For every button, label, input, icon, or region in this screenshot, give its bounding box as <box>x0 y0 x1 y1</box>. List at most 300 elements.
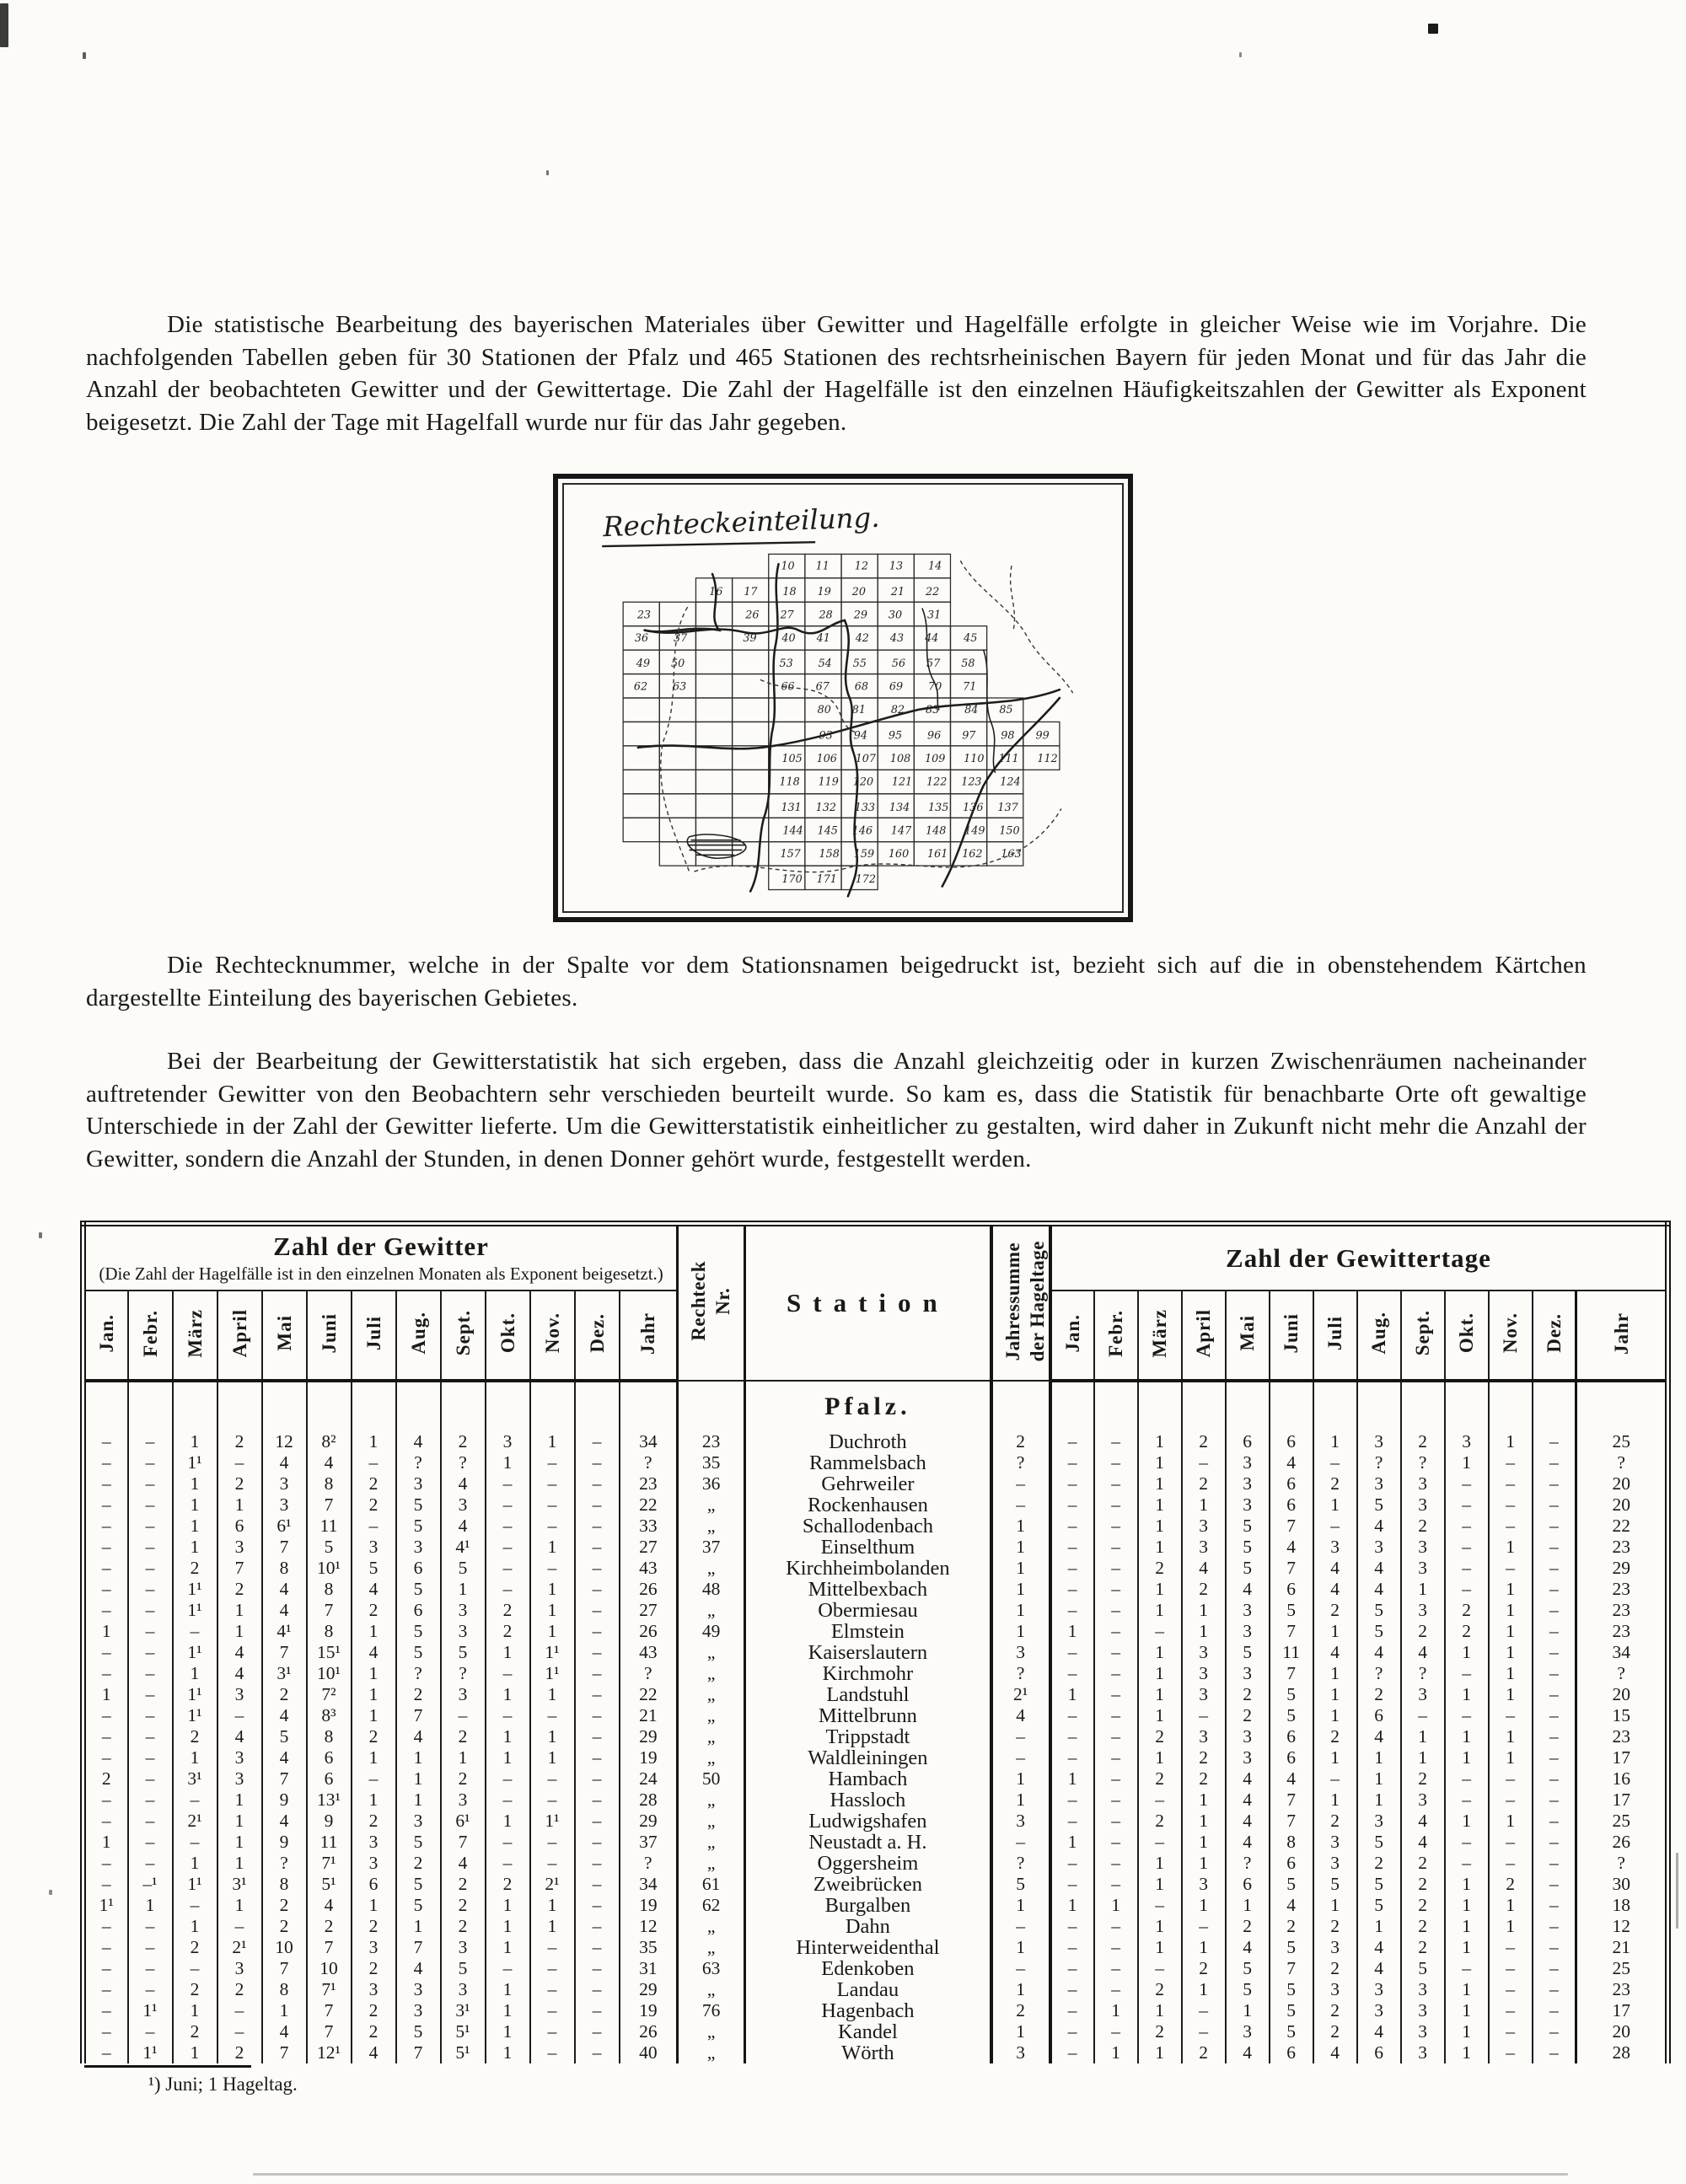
gewitter-cell: 4 <box>262 1452 307 1473</box>
gewitter-cell: 3 <box>352 1537 396 1558</box>
jahr-cell: 26 <box>620 2021 678 2042</box>
gewitter-cell: – <box>128 1537 173 1558</box>
gewittertage-cell: 2 <box>1182 1747 1226 1768</box>
map-cell-number: 110 <box>964 752 985 765</box>
gewitter-cell: 1 <box>173 1537 217 1558</box>
gewittertage-cell: 5 <box>1357 1494 1401 1516</box>
gewittertage-cell: – <box>1094 1811 1138 1832</box>
gewittertage-cell: 2 <box>1226 1705 1270 1726</box>
tage-jahr-cell: ? <box>1576 1452 1668 1473</box>
hagelsumme-cell: 5 <box>991 1874 1050 1895</box>
gewitter-cell: 2 <box>262 1684 307 1705</box>
gewittertage-cell: 1 <box>1313 1663 1357 1684</box>
gewittertage-cell: – <box>1533 1537 1576 1558</box>
gewitter-cell: – <box>128 1979 173 2000</box>
gewitter-cell: 2 <box>396 1853 441 1874</box>
gewitter-cell: 5 <box>262 1726 307 1747</box>
gewitter-cell: 4¹ <box>262 1621 307 1642</box>
gewittertage-cell: – <box>1489 1473 1533 1494</box>
gewittertage-cell: – <box>1533 1726 1576 1747</box>
gewitter-cell: 3 <box>396 1811 441 1832</box>
gewittertage-cell: – <box>1182 1916 1226 1937</box>
tage-jahr-cell: 23 <box>1576 1726 1668 1747</box>
station-header: Station <box>745 1224 991 1382</box>
hagelsumme-cell: 1 <box>991 1558 1050 1579</box>
gewittertage-cell: 6 <box>1270 1747 1313 1768</box>
gewittertage-cell: 3 <box>1226 1494 1270 1516</box>
gewitter-cell: 7² <box>307 1684 352 1705</box>
scan-speck <box>1428 24 1438 34</box>
gewitter-cell: 6 <box>217 1516 262 1537</box>
gewittertage-cell: – <box>1094 1853 1138 1874</box>
gewitter-cell: 5 <box>441 1958 486 1979</box>
gewitter-cell: 1 <box>486 1979 530 2000</box>
gewittertage-cell: 5 <box>1226 1537 1270 1558</box>
gewittertage-cell: 1 <box>1094 2042 1138 2063</box>
gewittertage-cell: 4 <box>1226 1790 1270 1811</box>
gewitter-cell: 3 <box>396 2000 441 2021</box>
gewitter-cell: 1 <box>486 2042 530 2063</box>
gewitter-cell: 2 <box>441 1895 486 1916</box>
gewittertage-cell: – <box>1533 1937 1576 1958</box>
gewitter-cell: 1 <box>173 2042 217 2063</box>
gewittertage-cell: 3 <box>1226 1452 1270 1473</box>
gewitter-cell: 7 <box>396 1937 441 1958</box>
station-name: Rockenhausen <box>745 1494 991 1516</box>
rechteck-cell: 35 <box>678 1452 745 1473</box>
month-header: Febr. <box>1094 1291 1138 1381</box>
gewittertage-cell: – <box>1182 2021 1226 2042</box>
gewittertage-cell: – <box>1138 1958 1182 1979</box>
gewitter-cell: – <box>575 1516 620 1537</box>
gewitter-cell: 1¹ <box>83 1895 128 1916</box>
gewittertage-cell: – <box>1533 1558 1576 1579</box>
gewitter-cell: 2 <box>307 1916 352 1937</box>
gewitter-cell: 7¹ <box>307 1979 352 2000</box>
gewittertage-cell: – <box>1533 1790 1576 1811</box>
gewitter-cell: 1 <box>530 1621 575 1642</box>
gewitter-cell: – <box>530 1516 575 1537</box>
gewitter-cell: – <box>575 1916 620 1937</box>
gewitter-cell: – <box>173 1621 217 1642</box>
map-rivers <box>638 564 1060 896</box>
gewittertage-cell: – <box>1050 2042 1094 2063</box>
gewitter-cell: 7¹ <box>307 1853 352 1874</box>
gewittertage-cell: 2 <box>1313 1916 1357 1937</box>
gewittertage-cell: 5 <box>1357 1895 1401 1916</box>
gewitter-cell: 5 <box>396 1874 441 1895</box>
gewittertage-cell: 1 <box>1489 1537 1533 1558</box>
tage-jahr-cell: 12 <box>1576 1916 1668 1937</box>
gewitter-cell: – <box>83 1642 128 1663</box>
gewitter-cell: 2 <box>486 1874 530 1895</box>
gewittertage-cell: 3 <box>1357 1811 1401 1832</box>
map-cell-number: 57 <box>926 657 941 671</box>
gewitter-cell: – <box>575 1705 620 1726</box>
gewittertage-cell: 1 <box>1182 1790 1226 1811</box>
gewitter-cell: 6 <box>307 1747 352 1768</box>
gewitter-cell: 6 <box>396 1600 441 1621</box>
gewitter-cell: 10 <box>262 1937 307 1958</box>
gewittertage-cell: 2 <box>1182 2042 1226 2063</box>
gewittertage-cell: 1 <box>1313 1705 1357 1726</box>
rechteck-cell: „ <box>678 1979 745 2000</box>
table-row <box>83 2042 1668 2063</box>
rechteck-cell: „ <box>678 1747 745 1768</box>
gewitter-cell: – <box>575 1600 620 1621</box>
gewitter-cell: – <box>575 1747 620 1768</box>
rechteck-cell: 48 <box>678 1579 745 1600</box>
gewittertage-cell: 1 <box>1182 1832 1226 1853</box>
jahr-cell <box>620 1381 678 1431</box>
gewitter-cell: – <box>486 1579 530 1600</box>
gewittertage-cell: 2 <box>1401 1853 1445 1874</box>
map-cell-number: 40 <box>781 631 796 645</box>
gewitter-cell: – <box>575 1431 620 1452</box>
map-cell-number: 30 <box>888 609 903 622</box>
gewittertage-cell: 5 <box>1226 1516 1270 1537</box>
gewitter-cell: – <box>575 1473 620 1494</box>
gewitter-cell: 1¹ <box>173 1684 217 1705</box>
gewittertage-cell: 6 <box>1270 2042 1313 2063</box>
gewitter-cell: 1 <box>486 1916 530 1937</box>
gewittertage-cell: 4 <box>1270 1895 1313 1916</box>
gewittertage-cell: – <box>1533 1494 1576 1516</box>
map-cell-number: 108 <box>889 752 911 765</box>
gewitter-cell: – <box>575 1726 620 1747</box>
jahr-cell: 31 <box>620 1958 678 1979</box>
jahr-cell: 29 <box>620 1811 678 1832</box>
gewitter-cell: – <box>173 1958 217 1979</box>
gewittertage-cell: 2 <box>1401 1874 1445 1895</box>
gewitter-cell: – <box>83 1726 128 1747</box>
gewittertage-cell: 7 <box>1270 1516 1313 1537</box>
station-name: Burgalben <box>745 1895 991 1916</box>
gewittertage-cell: 4 <box>1226 1768 1270 1790</box>
map-grid-cell <box>659 698 695 722</box>
map-cell-number: 71 <box>963 680 977 694</box>
gewitter-cell: – <box>441 1705 486 1726</box>
gewitter-cell: – <box>530 1452 575 1473</box>
gewittertage-cell: – <box>1138 1832 1182 1853</box>
tage-jahr-cell: 20 <box>1576 1494 1668 1516</box>
gewitter-cell: 4 <box>352 1579 396 1600</box>
hagelsumme-cell: 4 <box>991 1705 1050 1726</box>
scan-speck <box>49 1890 52 1895</box>
station-name: Kaiserslautern <box>745 1642 991 1663</box>
gewitter-cell: 6¹ <box>441 1811 486 1832</box>
gewittertage-cell: 1 <box>1226 2000 1270 2021</box>
gewittertage-cell: 5 <box>1226 1558 1270 1579</box>
map-grid-cell <box>733 722 769 745</box>
gewittertage-cell <box>1226 1381 1270 1431</box>
gewittertage-cell: 5 <box>1357 1600 1401 1621</box>
gewitter-cell: 2 <box>441 1916 486 1937</box>
gewittertage-cell: – <box>1050 1874 1094 1895</box>
gewitter-cell: 7 <box>217 1558 262 1579</box>
tage-jahr-cell: 30 <box>1576 1874 1668 1895</box>
gewittertage-cell: – <box>1050 1537 1094 1558</box>
gewitter-cell: 1 <box>173 1663 217 1684</box>
gewittertage-cell: 5 <box>1401 1958 1445 1979</box>
table-row <box>83 1642 1668 1663</box>
gewitter-cell: ? <box>441 1663 486 1684</box>
map-grid-cell <box>695 674 732 698</box>
gewittertage-cell: 4 <box>1182 1558 1226 1579</box>
gewittertage-cell: – <box>1445 1958 1489 1979</box>
hagelsumme-cell: 1 <box>991 1937 1050 1958</box>
gewitter-cell: – <box>128 1621 173 1642</box>
tage-jahr-cell: 23 <box>1576 1621 1668 1642</box>
gewitter-cell: 1 <box>486 1811 530 1832</box>
map-grid-cell <box>623 746 659 770</box>
gewittertage-cell: 1 <box>1138 1937 1182 1958</box>
rechteck-cell: „ <box>678 1600 745 1621</box>
tage-jahr-cell: ? <box>1576 1663 1668 1684</box>
gewittertage-cell: – <box>1533 1431 1576 1452</box>
gewitter-cell: 2 <box>83 1768 128 1790</box>
gewittertage-cell: 6 <box>1270 1473 1313 1494</box>
gewittertage-cell: 7 <box>1270 1621 1313 1642</box>
map-cell-number: 66 <box>781 680 795 694</box>
gewitter-cell: 1 <box>352 1790 396 1811</box>
table-row <box>83 1431 1668 1452</box>
rechteck-cell: „ <box>678 1494 745 1516</box>
map-grid-cell <box>659 746 695 770</box>
gewittertage-cell: – <box>1445 1494 1489 1516</box>
gewittertage-cell: 1 <box>1138 1642 1182 1663</box>
gewittertage-cell: – <box>1489 2000 1533 2021</box>
gewittertage-cell: 2 <box>1182 1958 1226 1979</box>
gewittertage-cell: 4 <box>1313 1558 1357 1579</box>
gewitter-cell: 12¹ <box>307 2042 352 2063</box>
hagelsumme-cell: 3 <box>991 1642 1050 1663</box>
gewittertage-cell: – <box>1533 1684 1576 1705</box>
gewittertage-cell: 2 <box>1138 2021 1182 2042</box>
gewitter-cell: 15¹ <box>307 1642 352 1663</box>
gewitter-cell: – <box>83 1811 128 1832</box>
gewittertage-cell <box>1094 1381 1138 1431</box>
gewitter-cell: – <box>217 2021 262 2042</box>
gewittertage-cell: – <box>1533 1452 1576 1473</box>
gewitter-cell: 1¹ <box>173 1600 217 1621</box>
table-row <box>83 1558 1668 1579</box>
station-name: Kirchmohr <box>745 1663 991 1684</box>
gewittertage-cell: – <box>1050 1558 1094 1579</box>
gewittertage-cell: 1 <box>1182 1811 1226 1832</box>
gewittertage-cell: – <box>1445 1705 1489 1726</box>
gewitter-cell: – <box>486 1768 530 1790</box>
gewitter-cell: 4 <box>352 2042 396 2063</box>
gewittertage-cell: 6 <box>1270 1494 1313 1516</box>
gewitter-cell: 1 <box>530 1579 575 1600</box>
gewitter-cell: 1 <box>396 1768 441 1790</box>
gewittertage-cell: – <box>1533 1768 1576 1790</box>
rechteck-cell: „ <box>678 1832 745 1853</box>
gewitter-cell: 1 <box>352 1747 396 1768</box>
gewitter-cell: – <box>575 1853 620 1874</box>
gewittertage-cell: 3 <box>1313 1937 1357 1958</box>
gewitter-cell: – <box>83 2021 128 2042</box>
gewittertage-cell: 1 <box>1138 1705 1182 1726</box>
gewittertage-cell: 3 <box>1401 1684 1445 1705</box>
gewittertage-cell: – <box>1050 1726 1094 1747</box>
jahr-cell: 21 <box>620 1705 678 1726</box>
gewittertage-cell: 2 <box>1445 1621 1489 1642</box>
gewitter-cell: 7 <box>307 2000 352 2021</box>
gewittertage-cell: 3 <box>1226 1663 1270 1684</box>
station-name: Dahn <box>745 1916 991 1937</box>
gewittertage-cell: 1 <box>1489 1726 1533 1747</box>
gewitter-cell: 1 <box>396 1916 441 1937</box>
map-cell-number: 118 <box>779 775 800 789</box>
gewittertage-cell: 1 <box>1445 1684 1489 1705</box>
gewittertage-cell: 1 <box>1050 1768 1094 1790</box>
gewittertage-cell: – <box>1533 1747 1576 1768</box>
table-row <box>83 1832 1668 1853</box>
gewitter-cell: – <box>83 1452 128 1473</box>
map-cell-number: 62 <box>633 680 648 694</box>
gewitter-cell: – <box>530 1853 575 1874</box>
gewitter-cell: 1 <box>530 1600 575 1621</box>
gewitter-cell: – <box>128 1768 173 1790</box>
month-header: Juli <box>352 1291 396 1381</box>
gewitter-cell: ? <box>262 1853 307 1874</box>
scan-speck <box>1239 52 1242 57</box>
tage-jahr-cell: ? <box>1576 1853 1668 1874</box>
gewittertage-cell: – <box>1050 1853 1094 1874</box>
gewittertage-cell: 3 <box>1401 1979 1445 2000</box>
gewitter-cell: 3 <box>441 1621 486 1642</box>
gewittertage-cell: 6 <box>1226 1874 1270 1895</box>
map-cell-number: 49 <box>636 657 651 671</box>
gewittertage-cell: 1 <box>1489 1895 1533 1916</box>
gewittertage-cell: – <box>1050 1958 1094 1979</box>
gewitter-cell: 2 <box>262 1916 307 1937</box>
gewitter-cell: – <box>128 1937 173 1958</box>
gewittertage-cell: 3 <box>1401 1600 1445 1621</box>
gewitter-cell: – <box>575 1811 620 1832</box>
map-grid-cell <box>733 770 769 793</box>
gewittertage-cell: 4 <box>1313 1579 1357 1600</box>
gewittertage-cell: 2 <box>1313 1726 1357 1747</box>
gewittertage-cell: – <box>1489 1958 1533 1979</box>
gewittertage-cell: 3 <box>1357 1431 1401 1452</box>
station-name: Zweibrücken <box>745 1874 991 1895</box>
gewitter-cell: 1 <box>530 1431 575 1452</box>
gewitter-cell: 6 <box>307 1768 352 1790</box>
gewitter-cell: – <box>575 2021 620 2042</box>
gewitter-cell: – <box>83 1874 128 1895</box>
gewittertage-cell: – <box>1445 1768 1489 1790</box>
gewitter-cell: – <box>530 1958 575 1979</box>
gewitter-cell: 12 <box>262 1431 307 1452</box>
map-cell-number: 50 <box>671 657 685 671</box>
gewitter-cell: 5 <box>396 1621 441 1642</box>
gewittertage-cell: 5 <box>1270 2021 1313 2042</box>
map-cell-number: 160 <box>888 847 910 861</box>
map-grid-cell <box>733 698 769 722</box>
gewitter-cell: – <box>530 1979 575 2000</box>
gewitter-cell: 2 <box>352 2000 396 2021</box>
gewittertage-cell: 5 <box>1270 2000 1313 2021</box>
gewittertage-cell: 2 <box>1313 2000 1357 2021</box>
gewittertage-cell: 2 <box>1182 1768 1226 1790</box>
gewitter-cell: 8 <box>262 1874 307 1895</box>
hagelsumme-cell: – <box>991 1832 1050 1853</box>
map-cell-number: 80 <box>817 704 831 717</box>
gewittertage-cell: 4 <box>1357 2021 1401 2042</box>
gewitter-cell: 3 <box>396 1473 441 1494</box>
gewittertage-cell: 6 <box>1226 1431 1270 1452</box>
jahr-cell: 43 <box>620 1642 678 1663</box>
gewitter-cell: 4 <box>396 1431 441 1452</box>
gewittertage-cell: – <box>1094 1768 1138 1790</box>
gewitter-cell: 1 <box>217 1600 262 1621</box>
gewitter-cell: – <box>83 1579 128 1600</box>
gewittertage-cell: 2 <box>1226 1684 1270 1705</box>
hagelsumme-cell: 1 <box>991 1790 1050 1811</box>
gewitter-cell: – <box>486 1832 530 1853</box>
table-row <box>83 1747 1668 1768</box>
gewittertage-cell: – <box>1533 1600 1576 1621</box>
month-header: Jahr <box>1576 1291 1668 1381</box>
map-cell-number: 131 <box>781 801 802 814</box>
gewitter-cell: – <box>128 1916 173 1937</box>
gewitter-cell: 1 <box>352 1684 396 1705</box>
gewittertage-cell: – <box>1094 1874 1138 1895</box>
gewittertage-cell: 1 <box>1489 1642 1533 1663</box>
gewitter-cell: 6 <box>352 1874 396 1895</box>
month-header: April <box>1182 1291 1226 1381</box>
rechteck-map-svg <box>564 485 1122 911</box>
map-grid-cell <box>623 794 659 818</box>
map-cell-number: 109 <box>925 752 946 765</box>
gewitter-cell: 11 <box>307 1516 352 1537</box>
gewitter-cell: 4 <box>262 1600 307 1621</box>
gewitter-cell: 1¹ <box>173 1452 217 1473</box>
month-header: Dez. <box>575 1291 620 1381</box>
rechteck-cell: 49 <box>678 1621 745 1642</box>
gewitter-cell <box>217 1381 262 1431</box>
tage-jahr-cell: 17 <box>1576 1747 1668 1768</box>
gewitter-cell: – <box>83 1473 128 1494</box>
table-row <box>83 2021 1668 2042</box>
gewittertage-cell: 2 <box>1138 1768 1182 1790</box>
map-cell-number: 123 <box>961 775 982 789</box>
map-cell-number: 133 <box>854 801 876 814</box>
gewittertage-cell: 1 <box>1313 1790 1357 1811</box>
month-header: Dez. <box>1533 1291 1576 1381</box>
station-name: Gehrweiler <box>745 1473 991 1494</box>
gewittertage-cell: 5 <box>1357 1874 1401 1895</box>
gewitter-cell: 1 <box>530 1916 575 1937</box>
station-name: Wörth <box>745 2042 991 2063</box>
map-cell-number: 39 <box>743 631 757 645</box>
station-name: Trippstadt <box>745 1726 991 1747</box>
gewittertage-cell: 1 <box>1182 1853 1226 1874</box>
gewittertage-cell: 3 <box>1357 1979 1401 2000</box>
gewitter-cell: 3 <box>441 1684 486 1705</box>
gewitter-cell: – <box>575 1579 620 1600</box>
gewittertage-cell: 3 <box>1226 1621 1270 1642</box>
rechteck-cell: 50 <box>678 1768 745 1790</box>
gewittertage-cell: – <box>1094 2021 1138 2042</box>
gewittertage-cell: – <box>1050 1431 1094 1452</box>
gewittertage-cell: – <box>1138 1790 1182 1811</box>
right-group-header <box>1050 1224 1668 1291</box>
gewittertage-cell: 1 <box>1138 1684 1182 1705</box>
